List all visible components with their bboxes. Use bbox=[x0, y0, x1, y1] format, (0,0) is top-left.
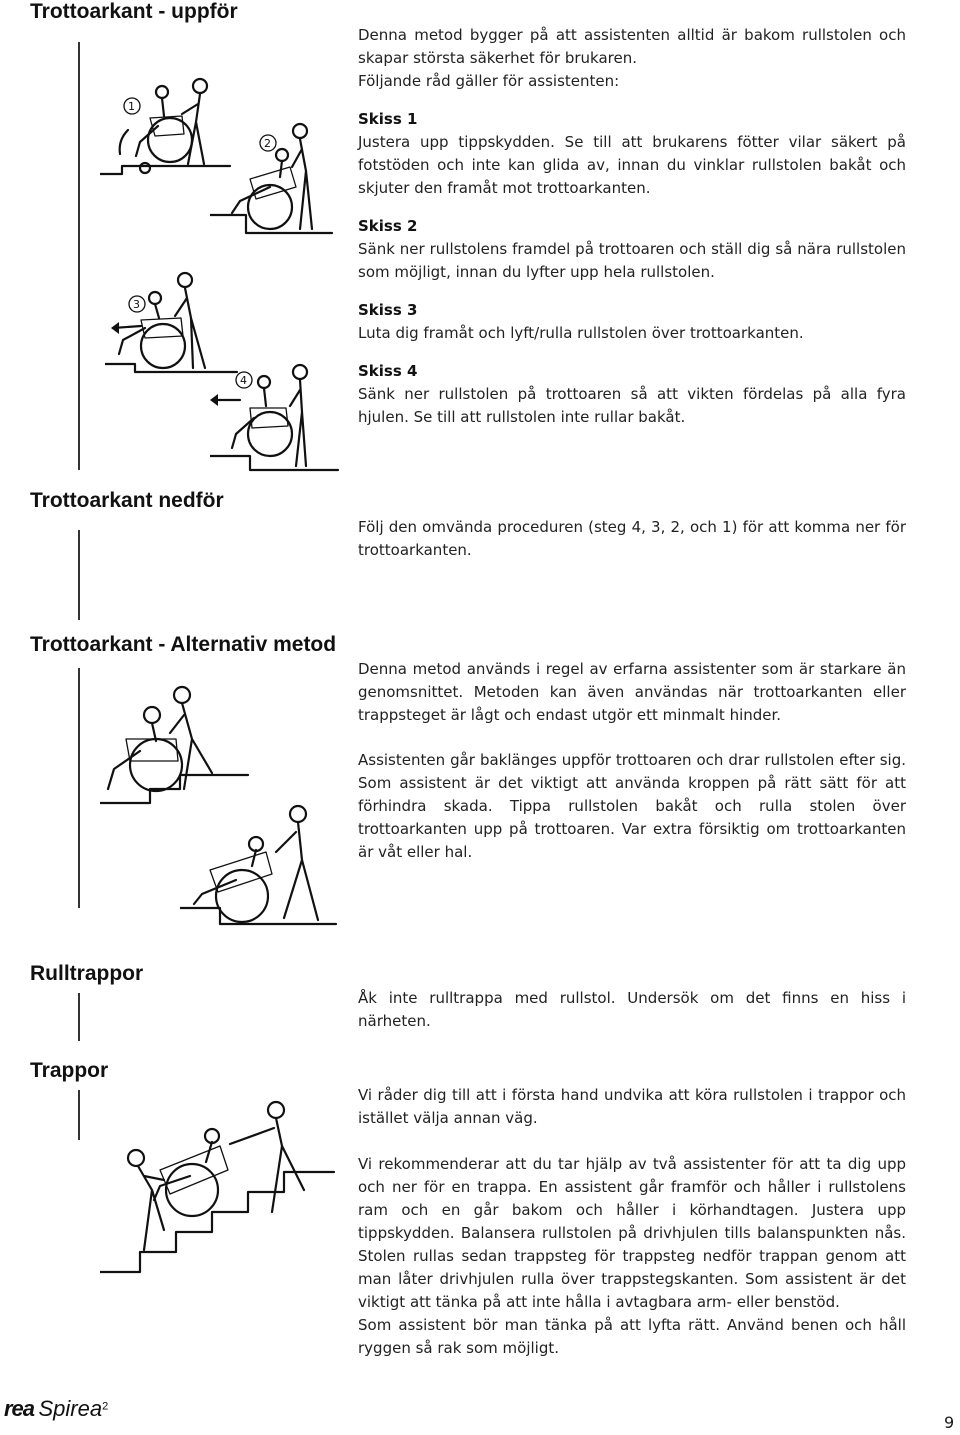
step-text-3: Luta dig framåt och lyft/rulla rullstolen över trottoarkanten. bbox=[358, 324, 804, 342]
page-number: 9 bbox=[944, 1413, 955, 1432]
arrow bbox=[120, 130, 128, 154]
sketch-number-1: 1 bbox=[128, 100, 135, 113]
curb-line bbox=[210, 215, 332, 233]
heading-trottoarkant-nedfor: Trottoarkant nedför bbox=[30, 489, 224, 512]
step-text-4: Sänk ner rullstolen på trottoaren så att vikten fördelas på alla fyra hjulen. Se till att rullstolen inte rullar bakåt. bbox=[358, 385, 906, 426]
step-title-3: Skiss 3 bbox=[358, 301, 418, 319]
wheel bbox=[166, 1164, 218, 1216]
logo-spirea-text: Spirea bbox=[38, 1396, 103, 1421]
step-title-2: Skiss 2 bbox=[358, 217, 418, 235]
sketch-number-2: 2 bbox=[264, 137, 271, 150]
curb-line bbox=[210, 456, 338, 470]
logo-sup-text: 2 bbox=[102, 1400, 109, 1413]
rea-spirea-logo bbox=[4, 1396, 108, 1422]
stairs-line bbox=[100, 775, 248, 803]
section-rule bbox=[78, 530, 80, 620]
uppfor-intro-2: Följande råd gäller för assistenten: bbox=[358, 72, 620, 90]
section-rule bbox=[78, 668, 80, 908]
sketch-2-illustration bbox=[210, 115, 340, 240]
step-title-1: Skiss 1 bbox=[358, 110, 418, 128]
heading-trottoarkant-alternativ: Trottoarkant - Alternativ metod bbox=[30, 633, 337, 656]
heading-trappor: Trappor bbox=[30, 1059, 109, 1082]
alternativ-text-1: Denna metod används i regel av erfarna assistenter som är starkare än genomsnittet. Metoden kan även användas när trottoarkanten eller trappsteget är lågt och endast utgör ett minmalt hinder. bbox=[358, 660, 906, 724]
nedfor-text: Följ den omvända proceduren (steg 4, 3, 2, och 1) för att komma ner för trottoarkanten. bbox=[358, 518, 906, 559]
trappor-text-1: Vi råder dig till att i första hand undvika att köra rullstolen i trappor och istället välja annan väg. bbox=[358, 1086, 906, 1127]
heading-rulltrappor: Rulltrappor bbox=[30, 962, 144, 985]
rulltrappor-text: Åk inte rulltrappa med rullstol. Undersök om det finns en hiss i närheten. bbox=[358, 989, 906, 1030]
step-text-1: Justera upp tippskydden. Se till att brukarens fötter vilar säkert på fotstöden och inte kan glida av, innan du vinklar rullstolen bakåt och skjuter den framåt mot trottoarkanten. bbox=[358, 133, 906, 197]
sketch-number-3: 3 bbox=[133, 298, 140, 311]
uppfor-intro: Denna metod bygger på att assistenten alltid är bakom rullstolen och skapar största säkerhet för brukaren. bbox=[358, 26, 906, 67]
wheel bbox=[248, 185, 292, 229]
sketch-number-4: 4 bbox=[240, 374, 247, 387]
section-rule bbox=[78, 993, 80, 1041]
uppfor-text bbox=[358, 24, 906, 429]
trappor-text bbox=[358, 1084, 906, 1360]
wheel bbox=[130, 739, 182, 791]
step-text-2: Sänk ner rullstolens framdel på trottoaren och ställ dig så nära rullstolen som möjligt, innan du lyfter upp hela rullstolen. bbox=[358, 240, 906, 281]
alternativ-text bbox=[358, 658, 906, 864]
sketch-4-illustration bbox=[210, 360, 340, 475]
step-title-4: Skiss 4 bbox=[358, 362, 418, 380]
trappor-text-2: Vi rekommenderar att du tar hjälp av två assistenter för att ta dig upp och ner för en trappa. En assistent går framför och håller i rullstolens ram och en går bakom och håller i körhandtagen. Justera upp tippskydden. Balansera rullstolen på drivhjulen tills balanspunkten nås. Stolen rullas sedan trappsteg för trappsteg nedför trappan genom att man låter drivhjulen rulla över trappstegskanten. Som assistent är det viktigt att tänka på att inte hålla i avtagbara arm- eller benstöd. bbox=[358, 1155, 906, 1311]
heading-trottoarkant-uppfor: Trottoarkant - uppför bbox=[30, 0, 238, 23]
trappor-sketch bbox=[100, 1100, 340, 1280]
section-rule bbox=[78, 1090, 80, 1140]
section-rule bbox=[78, 42, 80, 470]
alternativ-sketch-1 bbox=[100, 685, 250, 815]
alternativ-text-2: Assistenten går baklänges uppför trottoaren och drar rullstolen efter sig. Som assistent är det viktigt att använda kroppen på rätt sätt för att förhindra skada. Tippa rullstolen bakåt och rulla stolen över trottoarkanten upp på trottoaren. Var extra försiktig om trottoarkanten är våt eller hal. bbox=[358, 751, 906, 861]
wheel bbox=[148, 118, 192, 162]
alternativ-sketch-2 bbox=[180, 800, 340, 930]
logo-rea-text: rea bbox=[4, 1396, 35, 1421]
wheel bbox=[141, 324, 185, 368]
trappor-text-3: Som assistent bör man tänka på att lyfta rätt. Använd benen och håll ryggen så rak som möjligt. bbox=[358, 1316, 906, 1357]
